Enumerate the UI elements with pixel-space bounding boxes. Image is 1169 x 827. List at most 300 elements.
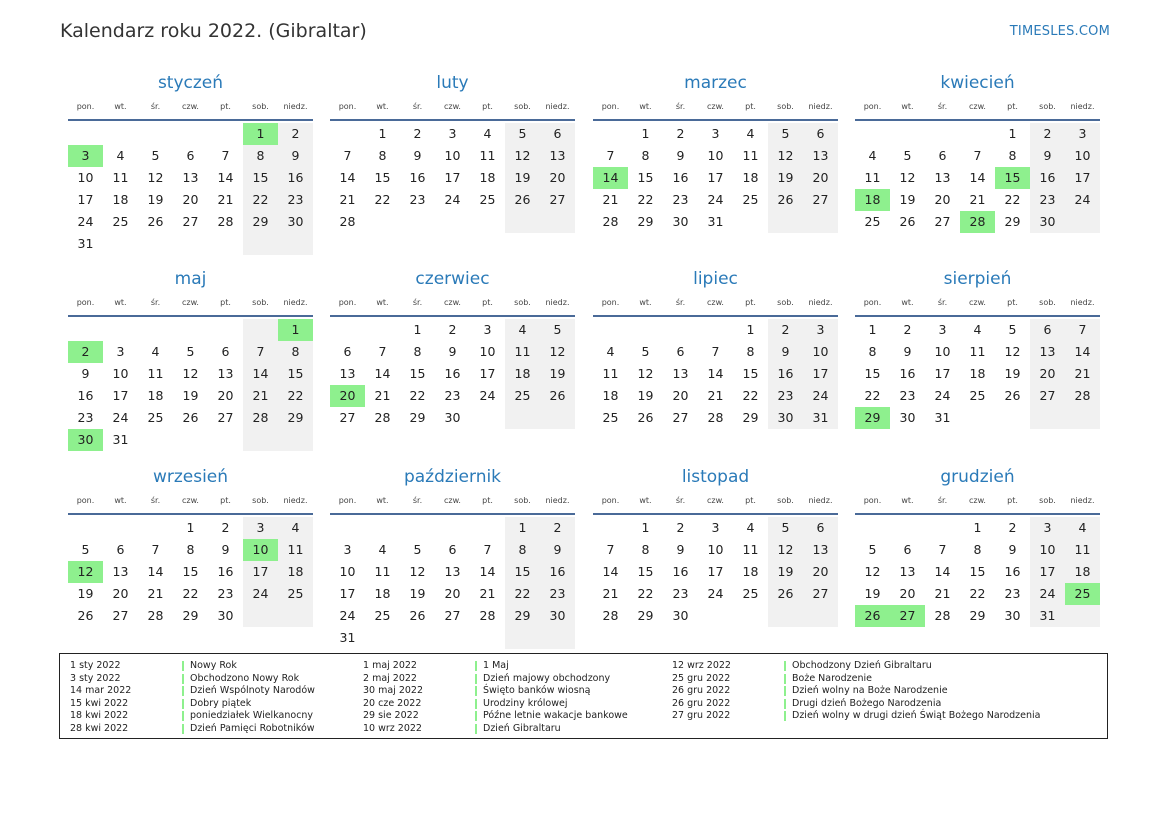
empty-cell — [733, 605, 768, 627]
empty-cell — [365, 319, 400, 341]
day-cell: 13 — [672, 366, 689, 381]
day-cell: 31 — [707, 214, 724, 229]
weekday-label: śr. — [412, 101, 423, 111]
day-cell: 15 — [969, 564, 986, 579]
day-cell: 6 — [221, 344, 230, 359]
day-cell: 23 — [899, 388, 916, 403]
weekday-label: wt. — [901, 297, 914, 307]
day-cell: 13 — [1030, 341, 1065, 363]
day-cell: 15 — [995, 167, 1030, 189]
empty-cell — [925, 517, 960, 539]
day-cell: 8 — [413, 344, 422, 359]
month-11 — [593, 464, 838, 627]
day-cell: 3 — [1030, 517, 1065, 539]
weekday-label: czw. — [969, 297, 986, 307]
day-cell: 14 — [969, 170, 986, 185]
day-cell: 25 — [112, 214, 129, 229]
day-cell: 9 — [903, 344, 912, 359]
empty-cell — [1065, 407, 1100, 429]
weekday-label: wt. — [376, 495, 389, 505]
weekday-label: śr. — [675, 297, 686, 307]
empty-cell — [138, 319, 173, 341]
day-cell: 5 — [413, 542, 422, 557]
weekday-label: czw. — [707, 297, 724, 307]
empty-cell — [208, 233, 243, 255]
day-cell: 10 — [803, 341, 838, 363]
day-cell: 4 — [505, 319, 540, 341]
day-cell: 18 — [147, 388, 164, 403]
header-rule — [593, 315, 838, 317]
day-cell: 13 — [803, 145, 838, 167]
weekday-header — [330, 292, 575, 312]
weekday-label: pt. — [745, 495, 756, 505]
day-cell: 27 — [890, 605, 925, 627]
weekday-header — [330, 96, 575, 116]
empty-cell — [470, 627, 505, 649]
empty-cell — [803, 605, 838, 627]
empty-cell — [173, 123, 208, 145]
header-rule — [593, 513, 838, 515]
day-cell: 18 — [969, 366, 986, 381]
day-cell: 3 — [483, 322, 492, 337]
day-cell: 27 — [672, 410, 689, 425]
day-cell: 4 — [746, 520, 755, 535]
legend-item — [70, 685, 315, 698]
day-cell: 26 — [505, 189, 540, 211]
month-name: grudzień — [940, 467, 1015, 487]
day-cell: 12 — [768, 145, 803, 167]
day-cell: 2 — [448, 322, 457, 337]
empty-cell — [208, 429, 243, 451]
day-cell: 13 — [339, 366, 356, 381]
day-cell: 28 — [602, 608, 619, 623]
holiday-marker — [784, 686, 786, 696]
day-cell: 21 — [602, 192, 619, 207]
day-grid — [330, 123, 575, 233]
legend-item — [672, 685, 1041, 698]
legend-item — [70, 723, 315, 736]
day-cell: 21 — [969, 192, 986, 207]
day-cell: 29 — [182, 608, 199, 623]
weekday-label: niedz. — [545, 297, 570, 307]
day-cell: 5 — [151, 148, 160, 163]
day-cell: 11 — [1065, 539, 1100, 561]
holiday-marker — [784, 699, 786, 709]
empty-cell — [68, 123, 103, 145]
day-cell: 4 — [278, 517, 313, 539]
day-cell: 17 — [112, 388, 129, 403]
empty-cell — [960, 123, 995, 145]
empty-cell — [663, 319, 698, 341]
day-cell: 26 — [768, 189, 803, 211]
day-cell: 10 — [243, 539, 278, 561]
day-cell: 5 — [505, 123, 540, 145]
day-cell: 9 — [676, 542, 685, 557]
holiday-date: 15 kwi 2022 — [70, 697, 129, 709]
day-cell: 17 — [707, 564, 724, 579]
day-cell: 14 — [243, 363, 278, 385]
day-cell: 7 — [343, 148, 352, 163]
empty-cell — [173, 233, 208, 255]
day-cell: 21 — [243, 385, 278, 407]
legend-column — [363, 660, 628, 736]
day-cell: 6 — [116, 542, 125, 557]
month-name: październik — [403, 467, 502, 487]
day-cell: 8 — [868, 344, 877, 359]
day-cell: 1 — [378, 126, 387, 141]
holiday-date: 3 sty 2022 — [70, 672, 121, 684]
day-cell: 9 — [448, 344, 457, 359]
day-cell: 28 — [374, 410, 391, 425]
holiday-marker — [182, 724, 184, 734]
day-cell: 28 — [707, 410, 724, 425]
weekday-header — [593, 96, 838, 116]
header-rule — [855, 119, 1100, 121]
day-cell: 17 — [243, 561, 278, 583]
day-cell: 2 — [68, 341, 103, 363]
day-cell: 24 — [707, 192, 724, 207]
day-cell: 25 — [374, 608, 391, 623]
holiday-name: Dzień Gibraltaru — [483, 722, 561, 734]
day-cell: 8 — [378, 148, 387, 163]
empty-cell — [138, 517, 173, 539]
day-cell: 6 — [186, 148, 195, 163]
weekday-label: wt. — [376, 101, 389, 111]
empty-cell — [208, 319, 243, 341]
empty-cell — [243, 429, 278, 451]
empty-cell — [435, 517, 470, 539]
day-cell: 8 — [641, 148, 650, 163]
weekday-header — [855, 490, 1100, 510]
day-cell: 3 — [803, 319, 838, 341]
empty-cell — [698, 319, 733, 341]
day-cell: 25 — [479, 192, 496, 207]
day-cell: 29 — [1004, 214, 1021, 229]
day-cell: 24 — [934, 388, 951, 403]
day-cell: 2 — [903, 322, 912, 337]
month-4 — [855, 70, 1100, 233]
day-cell: 26 — [147, 214, 164, 229]
day-cell: 3 — [938, 322, 947, 337]
day-cell: 12 — [68, 561, 103, 583]
holiday-name: Dzień Wspólnoty Narodów — [190, 685, 315, 697]
day-cell: 15 — [742, 366, 759, 381]
day-grid — [593, 123, 838, 233]
weekday-label: sob. — [514, 101, 531, 111]
day-cell: 31 — [339, 630, 356, 645]
day-cell: 29 — [742, 410, 759, 425]
empty-cell — [278, 233, 313, 255]
day-cell: 7 — [606, 148, 615, 163]
weekday-label: sob. — [777, 495, 794, 505]
day-cell: 22 — [637, 586, 654, 601]
day-cell: 12 — [1004, 344, 1021, 359]
month-name: lipiec — [693, 269, 738, 289]
legend-item — [672, 710, 1041, 723]
holiday-marker — [784, 674, 786, 684]
day-cell: 14 — [479, 564, 496, 579]
day-cell: 30 — [540, 605, 575, 627]
legend-item — [363, 685, 628, 698]
day-cell: 22 — [278, 385, 313, 407]
day-cell: 23 — [77, 410, 94, 425]
day-cell: 9 — [81, 366, 90, 381]
legend-column — [70, 660, 315, 736]
day-cell: 21 — [217, 192, 234, 207]
legend-item — [70, 710, 315, 723]
day-cell: 14 — [1065, 341, 1100, 363]
day-cell: 13 — [803, 539, 838, 561]
legend-item — [70, 673, 315, 686]
weekday-label: niedz. — [808, 101, 833, 111]
day-cell: 1 — [746, 322, 755, 337]
weekday-label: śr. — [937, 101, 948, 111]
month-8 — [855, 266, 1100, 429]
weekday-label: wt. — [639, 495, 652, 505]
day-grid — [330, 517, 575, 649]
weekday-label: niedz. — [283, 101, 308, 111]
weekday-label: niedz. — [545, 495, 570, 505]
weekday-label: śr. — [150, 101, 161, 111]
weekday-label: śr. — [150, 495, 161, 505]
weekday-label: śr. — [675, 101, 686, 111]
weekday-label: pon. — [863, 297, 882, 307]
empty-cell — [243, 319, 278, 341]
empty-cell — [103, 123, 138, 145]
empty-cell — [890, 123, 925, 145]
day-cell: 5 — [540, 319, 575, 341]
day-cell: 5 — [868, 542, 877, 557]
empty-cell — [400, 211, 435, 233]
weekday-label: pt. — [220, 495, 231, 505]
day-cell: 25 — [602, 410, 619, 425]
day-cell: 17 — [339, 586, 356, 601]
day-grid — [68, 517, 313, 627]
day-cell: 18 — [742, 564, 759, 579]
day-cell: 29 — [637, 214, 654, 229]
day-cell: 6 — [938, 148, 947, 163]
day-cell: 27 — [444, 608, 461, 623]
weekday-label: sob. — [1039, 101, 1056, 111]
day-grid — [68, 123, 313, 255]
weekday-label: czw. — [444, 495, 461, 505]
day-cell: 7 — [221, 148, 230, 163]
day-cell: 19 — [409, 586, 426, 601]
weekday-label: sob. — [1039, 297, 1056, 307]
empty-cell — [470, 211, 505, 233]
day-cell: 24 — [112, 410, 129, 425]
day-cell: 17 — [707, 170, 724, 185]
day-cell: 16 — [1004, 564, 1021, 579]
empty-cell — [628, 319, 663, 341]
day-cell: 29 — [278, 407, 313, 429]
month-name: kwiecień — [940, 73, 1015, 93]
empty-cell — [330, 319, 365, 341]
day-grid — [855, 123, 1100, 233]
empty-cell — [400, 627, 435, 649]
weekday-label: czw. — [182, 101, 199, 111]
holiday-marker — [475, 686, 477, 696]
weekday-label: sob. — [514, 495, 531, 505]
day-cell: 23 — [768, 385, 803, 407]
weekday-label: pt. — [220, 101, 231, 111]
empty-cell — [243, 233, 278, 255]
day-cell: 13 — [444, 564, 461, 579]
day-cell: 30 — [768, 407, 803, 429]
empty-cell — [1065, 605, 1100, 627]
day-cell: 13 — [934, 170, 951, 185]
day-cell: 31 — [112, 432, 129, 447]
day-cell: 24 — [479, 388, 496, 403]
empty-cell — [330, 123, 365, 145]
empty-cell — [365, 517, 400, 539]
holiday-date: 28 kwi 2022 — [70, 722, 129, 734]
weekday-label: niedz. — [1070, 297, 1095, 307]
month-name: czerwiec — [415, 269, 490, 289]
day-cell: 15 — [182, 564, 199, 579]
day-cell: 28 — [217, 214, 234, 229]
day-cell: 20 — [217, 388, 234, 403]
empty-cell — [505, 407, 540, 429]
day-cell: 7 — [378, 344, 387, 359]
day-cell: 9 — [1008, 542, 1017, 557]
day-cell: 1 — [1008, 126, 1017, 141]
day-cell: 29 — [505, 605, 540, 627]
empty-cell — [173, 429, 208, 451]
day-cell: 16 — [672, 170, 689, 185]
day-grid — [330, 319, 575, 429]
day-cell: 3 — [711, 520, 720, 535]
day-cell: 6 — [803, 517, 838, 539]
empty-cell — [138, 123, 173, 145]
day-cell: 6 — [540, 123, 575, 145]
brand-logo-text[interactable]: TIMESLES.COM — [1009, 24, 1110, 39]
header-rule — [330, 315, 575, 317]
legend-item — [363, 660, 628, 673]
day-cell: 1 — [243, 123, 278, 145]
weekday-label: niedz. — [545, 101, 570, 111]
day-cell: 20 — [899, 586, 916, 601]
day-cell: 19 — [637, 388, 654, 403]
legend-item — [363, 698, 628, 711]
day-cell: 2 — [676, 520, 685, 535]
day-cell: 18 — [278, 561, 313, 583]
day-cell: 27 — [803, 583, 838, 605]
day-cell: 14 — [147, 564, 164, 579]
day-cell: 13 — [540, 145, 575, 167]
day-cell: 28 — [960, 211, 995, 233]
empty-cell — [593, 123, 628, 145]
day-cell: 18 — [1065, 561, 1100, 583]
holiday-date: 10 wrz 2022 — [363, 722, 422, 734]
day-cell: 1 — [413, 322, 422, 337]
day-cell: 10 — [1065, 145, 1100, 167]
holiday-marker — [475, 699, 477, 709]
day-cell: 19 — [768, 167, 803, 189]
empty-cell — [365, 627, 400, 649]
day-cell: 22 — [409, 388, 426, 403]
day-cell: 15 — [637, 170, 654, 185]
day-cell: 25 — [147, 410, 164, 425]
day-cell: 27 — [934, 214, 951, 229]
day-cell: 10 — [339, 564, 356, 579]
day-cell: 24 — [707, 586, 724, 601]
legend-item — [70, 660, 315, 673]
day-cell: 24 — [1065, 189, 1100, 211]
weekday-label: sob. — [777, 297, 794, 307]
day-cell: 19 — [540, 363, 575, 385]
day-cell: 22 — [374, 192, 391, 207]
day-cell: 9 — [676, 148, 685, 163]
day-cell: 20 — [330, 385, 365, 407]
weekday-label: czw. — [444, 101, 461, 111]
weekday-label: wt. — [114, 495, 127, 505]
weekday-label: pt. — [220, 297, 231, 307]
day-cell: 1 — [868, 322, 877, 337]
empty-cell — [540, 407, 575, 429]
day-cell: 6 — [676, 344, 685, 359]
day-cell: 16 — [77, 388, 94, 403]
day-cell: 21 — [934, 586, 951, 601]
header-rule — [330, 119, 575, 121]
holiday-name: Obchodzono Nowy Rok — [190, 672, 300, 684]
day-cell: 9 — [1030, 145, 1065, 167]
weekday-header — [68, 96, 313, 116]
empty-cell — [103, 233, 138, 255]
month-name: listopad — [681, 467, 750, 487]
day-cell: 20 — [934, 192, 951, 207]
day-cell: 11 — [147, 366, 164, 381]
day-cell: 3 — [68, 145, 103, 167]
day-cell: 25 — [864, 214, 881, 229]
day-cell: 23 — [1030, 189, 1065, 211]
month-name: marzec — [684, 73, 747, 93]
day-cell: 24 — [444, 192, 461, 207]
day-cell: 13 — [899, 564, 916, 579]
empty-cell — [890, 517, 925, 539]
day-cell: 26 — [899, 214, 916, 229]
day-cell: 4 — [378, 542, 387, 557]
empty-cell — [138, 429, 173, 451]
day-cell: 12 — [899, 170, 916, 185]
day-cell: 13 — [217, 366, 234, 381]
holiday-marker — [475, 724, 477, 734]
day-grid — [855, 517, 1100, 627]
weekday-label: pon. — [76, 297, 95, 307]
weekday-label: śr. — [937, 297, 948, 307]
month-5 — [68, 266, 313, 451]
day-cell: 7 — [243, 341, 278, 363]
day-cell: 26 — [182, 410, 199, 425]
weekday-label: pt. — [745, 101, 756, 111]
day-cell: 16 — [217, 564, 234, 579]
day-cell: 5 — [768, 517, 803, 539]
legend-item — [672, 673, 1041, 686]
holiday-date: 25 gru 2022 — [672, 672, 731, 684]
empty-cell — [278, 605, 313, 627]
empty-cell — [470, 407, 505, 429]
day-cell: 15 — [864, 366, 881, 381]
header-rule — [68, 119, 313, 121]
weekday-label: czw. — [969, 101, 986, 111]
weekday-header — [68, 292, 313, 312]
day-cell: 26 — [855, 605, 890, 627]
day-grid — [68, 319, 313, 451]
day-cell: 22 — [182, 586, 199, 601]
weekday-label: niedz. — [283, 297, 308, 307]
day-cell: 30 — [68, 429, 103, 451]
month-name: luty — [436, 73, 469, 93]
